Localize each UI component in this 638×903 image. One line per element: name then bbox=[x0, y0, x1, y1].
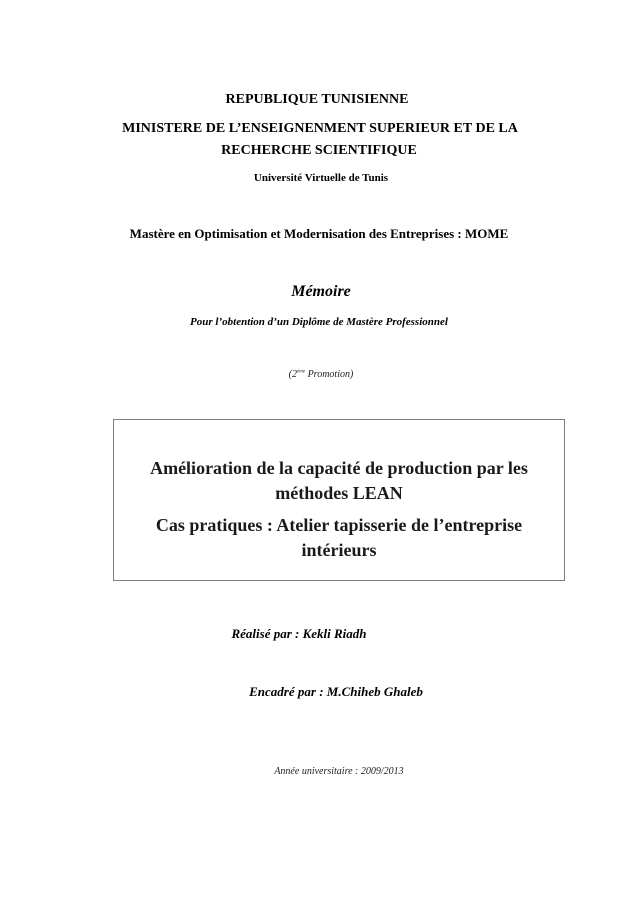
thesis-title-box bbox=[113, 419, 565, 581]
document-purpose: Pour l’obtention d’un Diplôme de Mastère Professionnel bbox=[190, 316, 448, 328]
university-name: Université Virtuelle de Tunis bbox=[253, 172, 389, 184]
program-name: Mastère en Optimisation et Modernisation des Entreprises : MOME bbox=[129, 226, 509, 241]
thesis-subtitle-line2: intérieurs bbox=[301, 540, 377, 560]
country-heading: REPUBLIQUE TUNISIENNE bbox=[225, 92, 409, 107]
promotion-label bbox=[2, 369, 638, 380]
author-credit: Réalisé par : Kekli Riadh bbox=[231, 626, 367, 641]
thesis-title-line2: méthodes LEAN bbox=[275, 483, 403, 503]
ministry-heading-line2: RECHERCHE SCIENTIFIQUE bbox=[221, 143, 417, 158]
document-type: Mémoire bbox=[291, 283, 351, 300]
promotion-superscript: ème bbox=[297, 369, 306, 375]
thesis-title-line1: Amélioration de la capacité de production par les bbox=[150, 458, 528, 478]
thesis-subtitle-line1: Cas pratiques : Atelier tapisserie de l’entreprise bbox=[155, 515, 523, 535]
academic-year: Année universitaire : 2009/2013 bbox=[274, 766, 404, 777]
promotion-suffix: Promotion) bbox=[305, 369, 354, 380]
ministry-heading-line1: MINISTERE DE L’ENSEIGNENMENT SUPERIEUR ET DE LA bbox=[122, 121, 518, 136]
supervisor-credit: Encadré par : M.Chiheb Ghaleb bbox=[249, 684, 423, 699]
promotion-prefix: (2 bbox=[288, 369, 298, 380]
